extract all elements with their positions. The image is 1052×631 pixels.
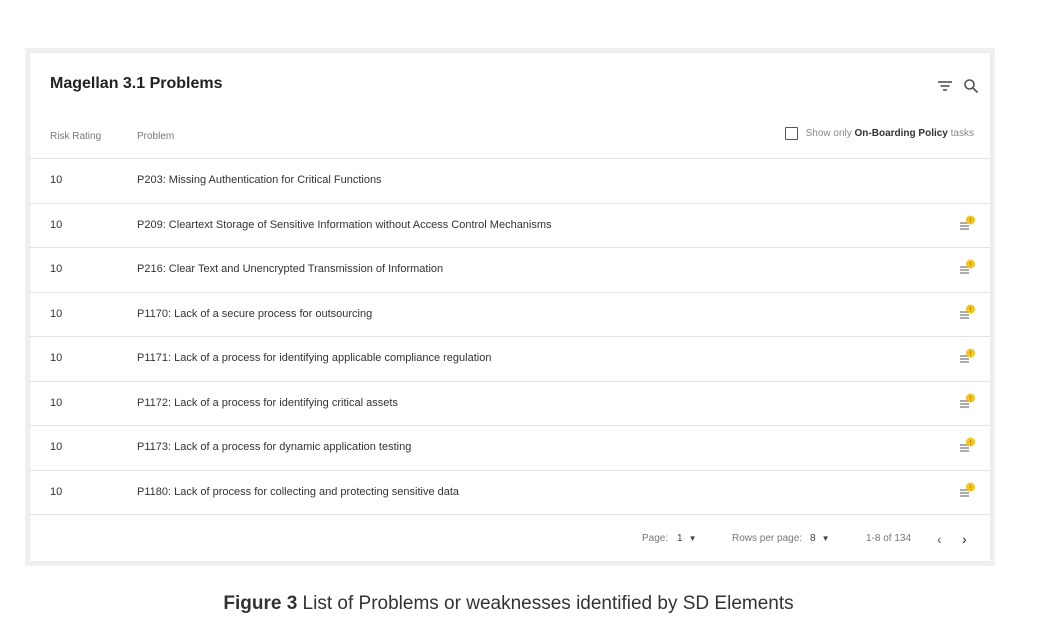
filter-label-prefix: Show only bbox=[805, 128, 855, 139]
rows-per-page-value: 8 bbox=[810, 533, 816, 544]
risk-rating: 10 bbox=[50, 307, 63, 320]
problem-name: P1180: Lack of process for collecting and protecting sensitive data bbox=[137, 485, 460, 498]
task-list-badge-icon[interactable] bbox=[958, 436, 976, 454]
table-row[interactable] bbox=[30, 158, 990, 203]
rows-per-page-select[interactable] bbox=[810, 533, 829, 544]
task-list-badge-icon[interactable] bbox=[958, 392, 976, 410]
svg-text:!: ! bbox=[969, 216, 972, 224]
problem-name: P1170: Lack of a secure process for outsourcing bbox=[137, 307, 373, 320]
card-title: Magellan 3.1 Problems bbox=[50, 75, 223, 92]
search-icon[interactable] bbox=[962, 77, 980, 95]
filter-icon[interactable] bbox=[936, 77, 954, 95]
page-select[interactable] bbox=[677, 533, 696, 544]
problem-name: P216: Clear Text and Unencrypted Transmission of Information bbox=[137, 263, 444, 275]
risk-rating: 10 bbox=[50, 441, 63, 453]
task-list-badge-icon[interactable] bbox=[958, 303, 976, 321]
onboarding-filter-label bbox=[806, 128, 974, 139]
table-row[interactable] bbox=[30, 203, 990, 248]
svg-text:!: ! bbox=[969, 305, 972, 313]
problems-card bbox=[30, 53, 990, 561]
caret-down-icon: ▼ bbox=[688, 534, 697, 543]
risk-rating: 10 bbox=[50, 485, 63, 498]
table-row[interactable] bbox=[30, 336, 990, 381]
table-row[interactable] bbox=[30, 247, 990, 292]
header-risk-rating[interactable]: Risk Rating bbox=[50, 131, 102, 142]
risk-rating: 10 bbox=[50, 174, 63, 186]
page-label: Page: bbox=[642, 533, 669, 544]
risk-rating: 10 bbox=[50, 263, 63, 275]
problem-name: P1171: Lack of a process for identifying applicable compliance regulation bbox=[137, 352, 492, 364]
card-toolbar bbox=[936, 77, 980, 95]
figure-caption-text: List of Problems or weaknesses identified by SD Elements bbox=[297, 593, 794, 614]
risk-rating: 10 bbox=[50, 396, 63, 409]
risk-rating: 10 bbox=[50, 352, 63, 364]
table-row[interactable] bbox=[30, 381, 990, 426]
table-row[interactable] bbox=[30, 425, 990, 470]
onboarding-filter[interactable] bbox=[785, 127, 974, 140]
onboarding-filter-checkbox[interactable] bbox=[785, 127, 798, 140]
pagination-bar bbox=[30, 516, 990, 561]
rows-per-page-label: Rows per page: bbox=[732, 533, 803, 544]
previous-page-icon[interactable]: ‹ bbox=[937, 531, 942, 547]
table-row[interactable] bbox=[30, 292, 990, 337]
problem-name: P1173: Lack of a process for dynamic application testing bbox=[137, 441, 412, 453]
problem-name: P203: Missing Authentication for Critical Functions bbox=[137, 174, 382, 186]
header-problem[interactable]: Problem bbox=[137, 131, 175, 142]
figure-label: Figure 3 bbox=[223, 593, 298, 614]
svg-text:!: ! bbox=[969, 350, 972, 358]
problem-list bbox=[30, 158, 990, 515]
task-list-badge-icon[interactable] bbox=[958, 481, 976, 499]
filter-label-strong: On-Boarding Policy bbox=[854, 128, 948, 139]
risk-rating: 10 bbox=[50, 218, 63, 231]
svg-text:!: ! bbox=[969, 394, 972, 402]
caret-down-icon: ▼ bbox=[821, 534, 830, 543]
page-select-value: 1 bbox=[677, 533, 683, 544]
svg-text:!: ! bbox=[969, 261, 972, 269]
figure-caption bbox=[0, 593, 1017, 615]
filter-label-suffix: tasks bbox=[947, 128, 974, 139]
problem-name: P1172: Lack of a process for identifying critical assets bbox=[137, 396, 398, 409]
table-header bbox=[30, 123, 990, 158]
task-list-badge-icon[interactable] bbox=[958, 347, 976, 365]
svg-text:!: ! bbox=[969, 439, 972, 447]
table-row[interactable] bbox=[30, 470, 990, 515]
problem-name: P209: Cleartext Storage of Sensitive Information without Access Control Mechanisms bbox=[137, 218, 552, 231]
table-bottom-divider bbox=[30, 514, 990, 515]
task-list-badge-icon[interactable] bbox=[958, 214, 976, 232]
task-list-badge-icon[interactable] bbox=[958, 258, 976, 276]
next-page-icon[interactable]: › bbox=[962, 531, 967, 547]
svg-text:!: ! bbox=[969, 483, 972, 491]
pagination-range: 1-8 of 134 bbox=[866, 533, 912, 544]
